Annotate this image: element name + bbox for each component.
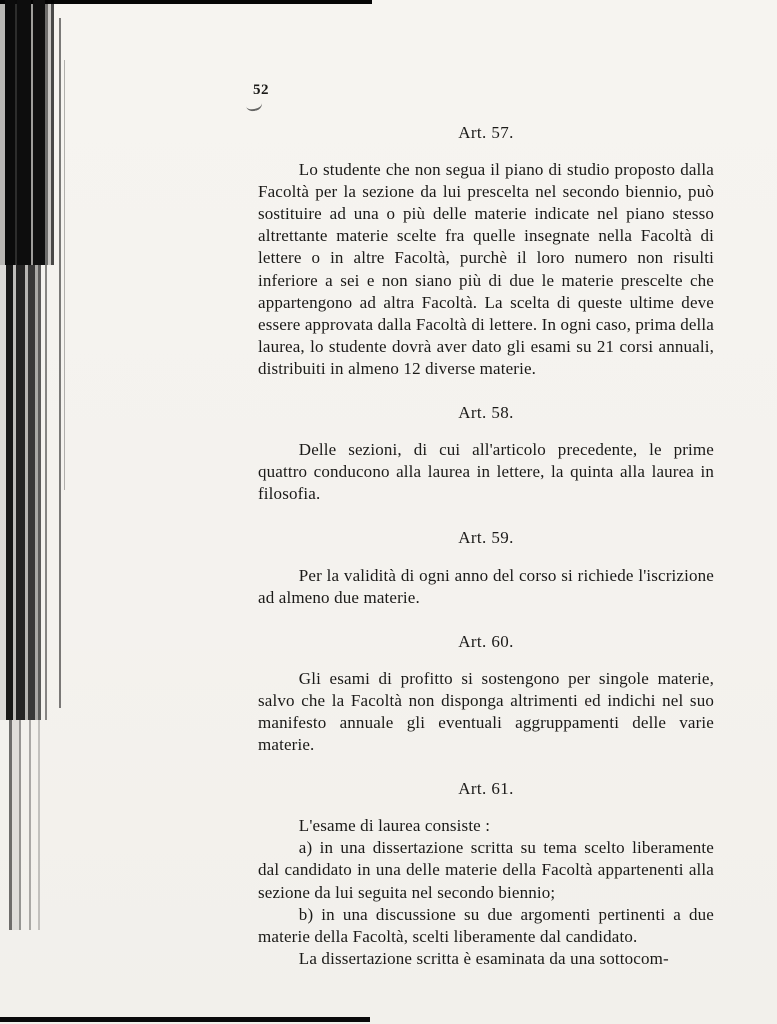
scan-binding-edge-middle [0, 265, 58, 720]
article-59 [258, 527, 714, 608]
scan-binding-hairline [59, 18, 61, 708]
article-paragraph: Lo studente che non segua il piano di studio proposto dalla Facoltà per la sezione da lui prescelta nel secondo biennio, può sostituire ad una o più delle materie indicate nel piano stesso altrettante materie scelte fra quelle insegnate nella Facoltà di lettere o in altre Facoltà, purchè il loro numero non risulti inferiore a sei e non siano più di due le materie prescelte che appartengono ad altra Facoltà. La scelta di queste ultime deve essere approvata dalla Facoltà di lettere. In ogni caso, prima della laurea, lo studente dovrà aver dato gli esami su 21 corsi annuali, distribuiti in almeno 12 diverse materie. [258, 160, 714, 378]
scan-bottom-edge-line [0, 1017, 370, 1022]
article-57 [258, 122, 714, 380]
page-number: 52 [253, 82, 269, 98]
article-paragraph: Gli esami di profitto si sostengono per singole materie, salvo che la Facoltà non disponga altrimenti ed indichi nel suo manifesto annuale gli eventuali aggruppamenti delle varie materie. [258, 668, 714, 755]
article-heading: Art. 58. [458, 403, 514, 423]
pen-mark [245, 97, 263, 112]
article-paragraph-item-b: b) in una discussione su due argomenti pertinenti a due materie della Facoltà, scelti liberamente dal candidato. [258, 904, 714, 946]
article-paragraph: Per la validità di ogni anno del corso si richiede l'iscrizione ad almeno due materie. [258, 565, 714, 607]
article-58 [258, 402, 714, 505]
article-paragraph-item-a: a) in una dissertazione scritta su tema scelto liberamente dal candidato in una delle materie della Facoltà appartenenti alla sezione da lui seguita nel secondo biennio; [258, 838, 714, 902]
scan-binding-edge-lower [0, 720, 52, 930]
article-60 [258, 631, 714, 756]
article-heading: Art. 59. [458, 528, 514, 548]
article-heading: Art. 61. [458, 779, 514, 799]
text-column [258, 122, 714, 970]
article-heading: Art. 60. [458, 631, 514, 651]
article-61 [258, 778, 714, 970]
article-paragraph: Delle sezioni, di cui all'articolo precedente, le prime quattro conducono alla laurea in lettere, la quinta alla laurea in filosofia. [258, 440, 714, 504]
article-heading: Art. 57. [458, 123, 514, 142]
scan-binding-edge-top [0, 0, 58, 265]
article-paragraph: L'esame di laurea consiste : [298, 816, 491, 836]
scan-binding-hairline [64, 60, 65, 490]
article-paragraph: La dissertazione scritta è esaminata da una sottocom- [298, 948, 669, 968]
